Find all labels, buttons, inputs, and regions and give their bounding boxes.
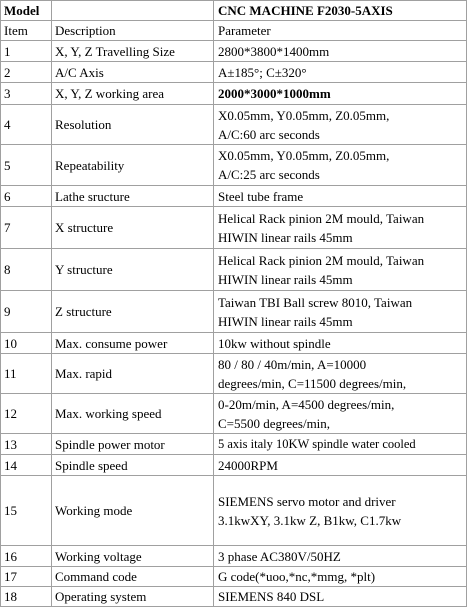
item-parameter	[214, 354, 467, 394]
column-header-item: Item	[1, 21, 52, 41]
column-header-row	[1, 21, 467, 41]
parameter-line: degrees/min, C=11500 degrees/min,	[218, 375, 407, 391]
table-row	[1, 249, 467, 291]
table-row	[1, 145, 467, 186]
column-header-description: Description	[52, 21, 214, 41]
table-row	[1, 434, 467, 455]
item-parameter	[214, 455, 467, 476]
table-row	[1, 546, 467, 567]
parameter-line: X0.05mm, Y0.05mm, Z0.05mm,	[218, 148, 390, 163]
table-row	[1, 333, 467, 354]
item-parameter	[214, 41, 467, 62]
item-description: Repeatability	[52, 145, 214, 186]
item-number: 9	[1, 291, 52, 333]
item-parameter	[214, 394, 467, 434]
item-description: Spindle power motor	[52, 434, 214, 455]
item-number: 8	[1, 249, 52, 291]
parameter-line: HIWIN linear rails 45mm	[218, 313, 353, 329]
item-number: 15	[1, 476, 52, 546]
item-number: 17	[1, 567, 52, 587]
table-row	[1, 455, 467, 476]
item-description: Max. consume power	[52, 333, 214, 354]
parameter-line: A/C:25 arc seconds	[218, 167, 320, 182]
item-number: 11	[1, 354, 52, 394]
parameter-line: 3 phase AC380V/50HZ	[218, 548, 341, 564]
item-parameter	[214, 145, 467, 186]
parameter-line: 24000RPM	[218, 457, 278, 473]
table-row	[1, 62, 467, 83]
item-number: 12	[1, 394, 52, 434]
column-header-parameter: Parameter	[214, 21, 467, 41]
parameter-line: A/C:60 arc seconds	[218, 126, 320, 142]
item-number: 3	[1, 83, 52, 105]
model-spacer	[52, 1, 214, 21]
model-label: Model	[1, 1, 52, 21]
item-parameter	[214, 476, 467, 546]
item-number: 5	[1, 145, 52, 186]
parameter-line: Taiwan TBI Ball screw 8010, Taiwan	[218, 294, 413, 310]
parameter-line: Steel tube frame	[218, 188, 304, 204]
item-number: 16	[1, 546, 52, 567]
parameter-line: A±185°; C±320°	[218, 64, 307, 80]
item-description: Operating system	[52, 587, 214, 607]
item-description: Lathe sructure	[52, 186, 214, 207]
item-description: A/C Axis	[52, 62, 214, 83]
item-number: 13	[1, 434, 52, 455]
item-description: Working mode	[52, 476, 214, 546]
parameter-line: 3.1kwXY, 3.1kw Z, B1kw, C1.7kw	[218, 512, 402, 528]
parameter-line: C=5500 degrees/min,	[218, 415, 331, 431]
item-number: 2	[1, 62, 52, 83]
item-parameter	[214, 546, 467, 567]
table-row	[1, 105, 467, 145]
parameter-line: HIWIN linear rails 45mm	[218, 229, 353, 245]
item-description: Max. working speed	[52, 394, 214, 434]
item-description: X structure	[52, 207, 214, 249]
item-description: Command code	[52, 567, 214, 587]
parameter-line: SIEMENS servo motor and driver	[218, 493, 396, 509]
table-row	[1, 587, 467, 607]
item-description: Spindle speed	[52, 455, 214, 476]
parameter-line: 10kw without spindle	[218, 335, 331, 351]
item-parameter	[214, 291, 467, 333]
table-row	[1, 291, 467, 333]
parameter-line: 5 axis italy 10KW spindle water cooled	[218, 436, 416, 451]
item-parameter	[214, 434, 467, 455]
model-value: CNC MACHINE F2030-5AXIS	[214, 1, 467, 21]
item-description: Z structure	[52, 291, 214, 333]
item-parameter	[214, 587, 467, 607]
table-row	[1, 476, 467, 546]
parameter-line: Helical Rack pinion 2M mould, Taiwan	[218, 252, 425, 268]
parameter-line: HIWIN linear rails 45mm	[218, 271, 353, 287]
item-parameter	[214, 105, 467, 145]
table-row	[1, 41, 467, 62]
item-parameter	[214, 333, 467, 354]
parameter-line: 2000*3000*1000mm	[218, 86, 331, 101]
item-number: 1	[1, 41, 52, 62]
item-number: 14	[1, 455, 52, 476]
model-row	[1, 1, 467, 21]
parameter-line: 80 / 80 / 40m/min, A=10000	[218, 356, 367, 372]
parameter-line: G code(*uoo,*nc,*mmg, *plt)	[218, 569, 376, 584]
item-description: Max. rapid	[52, 354, 214, 394]
item-parameter	[214, 186, 467, 207]
table-row	[1, 354, 467, 394]
item-number: 18	[1, 587, 52, 607]
parameter-line: 2800*3800*1400mm	[218, 43, 330, 59]
table-row	[1, 394, 467, 434]
item-number: 4	[1, 105, 52, 145]
parameter-line: SIEMENS 840 DSL	[218, 589, 325, 604]
item-number: 6	[1, 186, 52, 207]
item-description: X, Y, Z working area	[52, 83, 214, 105]
item-parameter	[214, 567, 467, 587]
parameter-line: X0.05mm, Y0.05mm, Z0.05mm,	[218, 107, 390, 123]
table-row	[1, 567, 467, 587]
item-parameter	[214, 83, 467, 105]
item-description: Resolution	[52, 105, 214, 145]
parameter-line: 0-20m/min, A=4500 degrees/min,	[218, 396, 395, 412]
item-parameter	[214, 207, 467, 249]
table-row	[1, 207, 467, 249]
item-number: 10	[1, 333, 52, 354]
item-parameter	[214, 62, 467, 83]
item-description: X, Y, Z Travelling Size	[52, 41, 214, 62]
table-row	[1, 186, 467, 207]
item-description: Working voltage	[52, 546, 214, 567]
item-description: Y structure	[52, 249, 214, 291]
parameter-line: Helical Rack pinion 2M mould, Taiwan	[218, 210, 425, 226]
table-row	[1, 83, 467, 105]
item-parameter	[214, 249, 467, 291]
item-number: 7	[1, 207, 52, 249]
